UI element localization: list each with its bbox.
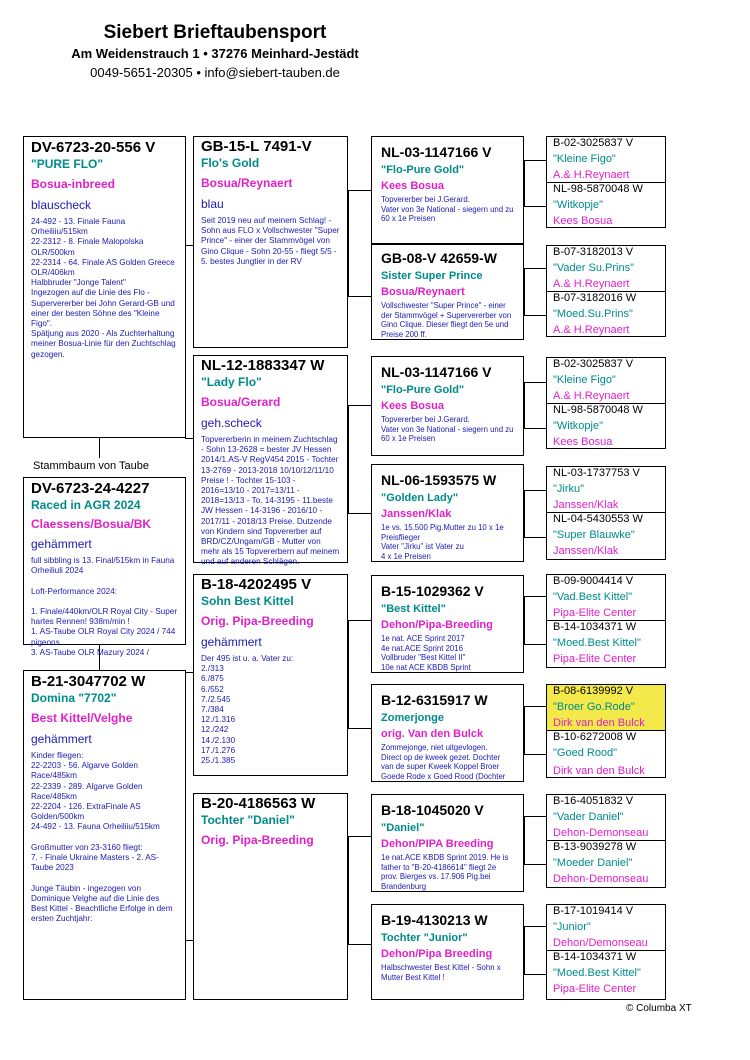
gggp-name: "Witkopje" <box>553 199 603 211</box>
ggp-ring-number: NL-03-1147166 V <box>381 144 492 160</box>
ggp-ring-number: B-18-1045020 V <box>381 802 484 818</box>
gggp-ring-number: NL-98-5870048 W <box>553 183 643 195</box>
gggp-name: "Moed.Best Kittel" <box>553 637 641 649</box>
ggp-name: "Best Kittel" <box>381 603 446 615</box>
ggp-breeder: Dehon/Pipa-Breeding <box>381 619 493 631</box>
gggp-ring-number: B-10-6272008 W <box>553 731 637 743</box>
ggp-ring-number: GB-08-V 42659-W <box>381 250 497 266</box>
great-grandparent-card[interactable] <box>371 794 524 892</box>
mother-ring-number: B-21-3047702 W <box>31 673 146 690</box>
gggp-ring-number: B-14-1034371 W <box>553 621 637 633</box>
subject-description: full sibbling is 13. Final/515km in Fauna Orheiliuli 2024 Loft-Performance 2024: 1. Finale/440km/OLR Royal City - Super hartes Rennen! 938m/min ! 1. AS-Taube OLR Royal City 2024 / 744 pigeons 3. AS-Taube OLR Mazury 2024 / <box>31 556 178 657</box>
grandparent-card[interactable] <box>193 355 348 567</box>
gggp-breeder: Pipa-Elite Center <box>553 607 637 619</box>
breeder-name: Siebert Brieftaubensport <box>103 22 327 43</box>
gggp-entry[interactable] <box>547 575 665 620</box>
connector-line <box>348 836 349 944</box>
gggp-pair-card[interactable] <box>546 684 666 778</box>
subject-name: Raced in AGR 2024 <box>31 498 141 512</box>
gggp-pair-card[interactable] <box>546 574 666 668</box>
gggp-breeder: A.& H.Reynaert <box>553 390 630 402</box>
ggp-description: Topvererber bei J.Gerard. Vater von 3e National - siegern und zu 60 x 1e Preisen <box>381 195 514 223</box>
ggp-breeder: Kees Bosua <box>381 180 444 192</box>
gggp-ring-number: B-16-4051832 V <box>553 795 634 807</box>
ggp-description: Topvererber bei J.Gerard. Vater von 3e National - siegern und zu 60 x 1e Preisen <box>381 415 514 443</box>
great-grandparent-card[interactable] <box>371 684 524 782</box>
grandparent-name: Flo's Gold <box>201 156 260 170</box>
grandparent-ring-number: NL-12-1883347 W <box>201 357 325 374</box>
connector-line <box>348 944 371 945</box>
great-grandparent-card[interactable] <box>371 575 524 673</box>
gggp-entry[interactable] <box>547 950 665 995</box>
connector-line <box>524 428 546 429</box>
gggp-pair-card[interactable] <box>546 136 666 228</box>
gggp-breeder: Pipa-Elite Center <box>553 653 637 665</box>
gggp-name: "Witkopje" <box>553 420 603 432</box>
connector-line <box>524 974 546 975</box>
gggp-ring-number: B-09-9004414 V <box>553 575 634 587</box>
grandparent-color: geh.scheck <box>201 416 262 430</box>
gggp-name: "Jirku" <box>553 483 585 495</box>
gggp-breeder: Janssen/Klak <box>553 499 619 511</box>
connector-line <box>348 836 371 837</box>
father-card[interactable] <box>23 136 186 438</box>
great-grandparent-card[interactable] <box>371 464 524 562</box>
ggp-description: Vollschwester "Super Prince" - einer der Stammvögel + Supervererber von Gino Clique. Dieser fliegt den 5e und Preise 200 ff. <box>381 301 512 339</box>
gggp-breeder: Dirk van den Bulck <box>553 765 645 777</box>
ggp-description: 1e nat. ACE Sprint 2017 4e nat.ACE Sprint 2016 Vollbruder "Best Kittel II" 10e nat ACE KBDB Sprint <box>381 634 471 672</box>
connector-line <box>348 296 371 297</box>
grandparent-description: Seit 2019 neu auf meinem Schlag! - Sohn aus FLO x Vollschwester "Super Prince" - einer der Stammvögel von Gino Clique - Sohn 20-55 - fliegt 5/5 - 5. bestes Jungtier in der RV <box>201 216 340 266</box>
mother-card[interactable] <box>23 670 186 1000</box>
connector-line <box>524 382 546 383</box>
gggp-name: "Super Blauwke" <box>553 529 635 541</box>
gggp-entry[interactable] <box>547 730 665 775</box>
gggp-entry[interactable] <box>547 467 665 512</box>
grandparent-name: Tochter "Daniel" <box>201 813 295 827</box>
ggp-breeder: Kees Bosua <box>381 400 444 412</box>
gggp-name: "Goed Rood" <box>553 747 618 759</box>
gggp-ring-number: B-17-1019414 V <box>553 905 634 917</box>
gggp-entry[interactable] <box>547 291 665 336</box>
connector-line <box>524 596 525 644</box>
gggp-entry[interactable] <box>547 620 665 665</box>
ggp-ring-number: B-19-4130213 W <box>381 912 488 928</box>
gggp-ring-number: B-07-3182016 W <box>553 292 637 304</box>
gggp-entry[interactable] <box>547 182 665 227</box>
connector-line <box>185 940 193 941</box>
ggp-ring-number: NL-03-1147166 V <box>381 364 492 380</box>
connector-line <box>348 728 371 729</box>
ggp-ring-number: NL-06-1593575 W <box>381 472 497 488</box>
connector-line <box>524 644 546 645</box>
connector-line <box>185 672 193 673</box>
gggp-ring-number: B-14-1034371 W <box>553 951 637 963</box>
gggp-ring-number: B-02-3025837 V <box>553 358 634 370</box>
grandparent-color: blau <box>201 197 224 211</box>
gggp-breeder: A.& H.Reynaert <box>553 324 630 336</box>
connector-line <box>348 513 371 514</box>
connector-line <box>524 315 546 316</box>
ggp-name: Sister Super Prince <box>381 270 483 282</box>
grandparent-card[interactable] <box>193 136 348 348</box>
gggp-name: "Vad.Best Kittel" <box>553 591 633 603</box>
ggp-description: Halbschwester Best Kittel - Sohn x Mutter Best Kittel ! <box>381 963 501 982</box>
ggp-name: Tochter "Junior" <box>381 932 468 944</box>
grandparent-description: Der 495 ist u. a. Vater zu: 2./313 6./875 6./552 7./2.545 7./384 12./1.316 12./242 14./2.130 17./1.276 25./1.385 <box>201 654 294 766</box>
gggp-breeder: Dehon-Demonseau <box>553 827 649 839</box>
subject-card[interactable] <box>23 477 186 657</box>
gggp-entry[interactable] <box>547 246 665 291</box>
ggp-ring-number: B-12-6315917 W <box>381 692 488 708</box>
ggp-breeder: orig. Van den Bulck <box>381 728 484 740</box>
ggp-name: Zomerjonge <box>381 712 444 724</box>
connector-line <box>524 490 546 491</box>
father-ring-number: DV-6723-20-556 V <box>31 139 156 156</box>
ggp-breeder: Bosua/Reynaert <box>381 286 465 298</box>
gggp-pair-card[interactable] <box>546 794 666 888</box>
breeder-contact: 0049-5651-20305 • info@siebert-tauben.de <box>90 65 340 80</box>
gggp-ring-number: B-08-6139992 V <box>553 685 634 697</box>
mother-name: Domina "7702" <box>31 691 117 705</box>
father-breeder: Bosua-inbreed <box>31 177 116 191</box>
connector-line <box>524 926 525 974</box>
connector-line <box>185 438 193 439</box>
mother-description: Kinder fliegen: 22-2203 - 56. Algarve Golden Race/485km 22-2339 - 289. Algarve Golden Race/485km 22-2204 - 126. ExtraFinale AS Golden/500km 24-492 - 13. Fauna Orheiliiu/515km Großmutter von 23-3160 fliegt: 7. - Finale Ukraine Masters - 2. AS-Taube 2023 Junge Täubin - ingezogen von Dominique Velghe auf die Linie des Best Kittel - Beachtliche Erfolge in dem ersten Zuchtjahr: <box>31 751 173 924</box>
gggp-pair-card[interactable] <box>546 466 666 560</box>
gggp-entry[interactable] <box>547 840 665 885</box>
great-grandparent-card[interactable] <box>371 904 524 1000</box>
grandparent-name: "Lady Flo" <box>201 375 262 389</box>
connector-line <box>348 190 371 191</box>
connector-line <box>524 268 525 315</box>
gggp-entry[interactable] <box>547 685 665 730</box>
great-grandparent-card[interactable] <box>371 244 524 340</box>
grandparent-breeder: Bosua/Gerard <box>201 395 281 409</box>
ggp-name: "Daniel" <box>381 822 425 834</box>
ggp-breeder: Dehon/PIPA Breeding <box>381 838 494 850</box>
gggp-entry[interactable] <box>547 905 665 950</box>
connector-line <box>348 190 349 296</box>
gggp-pair-card[interactable] <box>546 904 666 1000</box>
gggp-ring-number: B-07-3182013 V <box>553 246 634 258</box>
gggp-name: "Moed.Su.Prins" <box>553 308 633 320</box>
ggp-name: "Golden Lady" <box>381 492 459 504</box>
connector-line <box>524 490 525 537</box>
grandparent-description: Topvererberin in meinem Zuchtschlag - Sohn 13-2628 = bester JV Hessen 2014/1.AS-V RegV454 2015 - Tochter 13-2769 - 2013-2018 10/10/12/11/10 Preise ! - Tochter 15-103 - 2016=13/10 - 2017=13/11 - 2018=13/13 - To. 14-3195 - 11.beste JW Hessen - 14-3196 - 2016/10 - 2017/11 - 2018/13 Preise. Dutzende von Kindern sind Topvererber auf BRD/CZ/Ungarn/GB - Mutter von mehr als 15 Topvererbern auf meinem und auf anderen Schlägen. <box>201 435 340 567</box>
connector-line <box>524 206 546 207</box>
connector-line <box>524 537 546 538</box>
grandparent-breeder: Orig. Pipa-Breeding <box>201 614 314 628</box>
gggp-entry[interactable] <box>547 795 665 840</box>
grandparent-card[interactable] <box>193 574 348 776</box>
ggp-name: "Flo-Pure Gold" <box>381 384 465 396</box>
connector-line <box>99 438 100 458</box>
connector-line <box>524 706 525 754</box>
ggp-ring-number: B-15-1029362 V <box>381 583 484 599</box>
connector-line <box>348 405 371 406</box>
gggp-name: "Moeder Daniel" <box>553 857 633 869</box>
gggp-name: "Vader Daniel" <box>553 811 624 823</box>
gggp-name: "Moed.Best Kittel" <box>553 967 641 979</box>
gggp-breeder: Kees Bosua <box>553 436 613 448</box>
gggp-breeder: Dirk van den Bulck <box>553 717 645 729</box>
great-grandparent-card[interactable] <box>371 356 524 456</box>
connector-line <box>524 382 525 428</box>
gggp-pair-card[interactable] <box>546 357 666 449</box>
grandparent-ring-number: B-20-4186563 W <box>201 795 316 812</box>
gggp-ring-number: B-13-9039278 W <box>553 841 637 853</box>
connector-line <box>524 706 546 707</box>
father-color: blauscheck <box>31 198 92 212</box>
connector-line <box>524 754 546 755</box>
gggp-ring-number: B-02-3025837 V <box>553 137 634 149</box>
gggp-breeder: Janssen/Klak <box>553 545 619 557</box>
gggp-ring-number: NL-03-1737753 V <box>553 467 640 479</box>
ggp-breeder: Dehon/Pipa Breeding <box>381 948 493 960</box>
grandparent-name: Sohn Best Kittel <box>201 594 294 608</box>
subject-breeder: Claessens/Bosua/BK <box>31 517 152 531</box>
ggp-name: "Flo-Pure Gold" <box>381 164 465 176</box>
gggp-name: "Broer Go.Rode" <box>553 701 635 713</box>
ggp-breeder: Janssen/Klak <box>381 508 452 520</box>
subject-color: gehämmert <box>31 537 92 551</box>
connector-line <box>185 245 193 246</box>
gggp-breeder: A.& H.Reynaert <box>553 278 630 290</box>
gggp-name: "Kleine Figo" <box>553 153 616 165</box>
grandparent-ring-number: GB-15-L 7491-V <box>201 138 312 155</box>
gggp-entry[interactable] <box>547 512 665 557</box>
gggp-entry[interactable] <box>547 403 665 448</box>
pedigree-label: Stammbaum von Taube <box>30 460 152 472</box>
grandparent-card[interactable] <box>193 793 348 1000</box>
ggp-description: 1e nat.ACE KBDB Sprint 2019. He is father to "B-20-4186614" fliegt 2e prov. Bierges vs. 17.906 Pig.bei Brandenburg <box>381 853 509 891</box>
gggp-ring-number: NL-04-5430553 W <box>553 513 643 525</box>
breeder-address: Am Weidenstrauch 1 • 37276 Meinhard-Jestädt <box>71 46 359 61</box>
connector-line <box>524 268 546 269</box>
gggp-entry[interactable] <box>547 358 665 403</box>
gggp-breeder: Dehon-Demonseau <box>553 873 649 885</box>
father-name: "PURE FLO" <box>31 157 104 171</box>
connector-line <box>524 160 546 161</box>
gggp-pair-card[interactable] <box>546 245 666 337</box>
grandparent-breeder: Orig. Pipa-Breeding <box>201 833 314 847</box>
gggp-ring-number: NL-98-5870048 W <box>553 404 643 416</box>
connector-line <box>524 864 546 865</box>
connector-line <box>348 405 349 513</box>
subject-ring-number: DV-6723-24-4227 <box>31 480 150 497</box>
gggp-name: "Kleine Figo" <box>553 374 616 386</box>
connector-line <box>524 816 525 864</box>
father-description: 24-492 - 13. Finale Fauna Orheiliiu/515km 22-2312 - 8. Finale Malopolska OLR/500km 22-2314 - 64. Finale AS Golden Greece OLR/406km Halbbruder "Jonge Talent" Ingezogen auf die Linie des Flo - Supervererber bei John Gerard-GB und einer der besten Söhne des "Kleine Figo". Spätjung aus 2020 - Als Zuchterhaltung meiner Bosua-Linie für den Zuchtschlag gezogen. <box>31 217 176 359</box>
gggp-name: "Junior" <box>553 921 591 933</box>
grandparent-color: gehämmert <box>201 635 262 649</box>
copyright-note: © Columba XT <box>626 1003 692 1014</box>
connector-line <box>524 596 546 597</box>
great-grandparent-card[interactable] <box>371 136 524 244</box>
mother-color: gehämmert <box>31 732 92 746</box>
gggp-entry[interactable] <box>547 137 665 182</box>
connector-line <box>524 816 546 817</box>
gggp-breeder: A.& H.Reynaert <box>553 169 630 181</box>
grandparent-breeder: Bosua/Reynaert <box>201 176 293 190</box>
mother-breeder: Best Kittel/Velghe <box>31 711 133 725</box>
gggp-breeder: Kees Bosua <box>553 215 613 227</box>
gggp-breeder: Pipa-Elite Center <box>553 983 637 995</box>
connector-line <box>524 926 546 927</box>
gggp-breeder: Dehon/Demonseau <box>553 937 648 949</box>
gggp-name: "Vader Su.Prins" <box>553 262 634 274</box>
connector-line <box>348 620 371 621</box>
connector-line <box>348 620 349 728</box>
ggp-description: 1e vs. 15.500 Pig.Mutter zu 10 x 1e Preisflieger Vater "Jirku" ist Vater zu 4 x 1e Preisen <box>381 523 504 561</box>
ggp-description: Zommejonge, niet uitgevlogen. Direct op de kweek gezet. Dochter van de super Kweek Koppel Broer Goede Rode x Goed Rood (Dochter <box>381 743 506 781</box>
connector-line <box>524 160 525 206</box>
grandparent-ring-number: B-18-4202495 V <box>201 576 312 593</box>
